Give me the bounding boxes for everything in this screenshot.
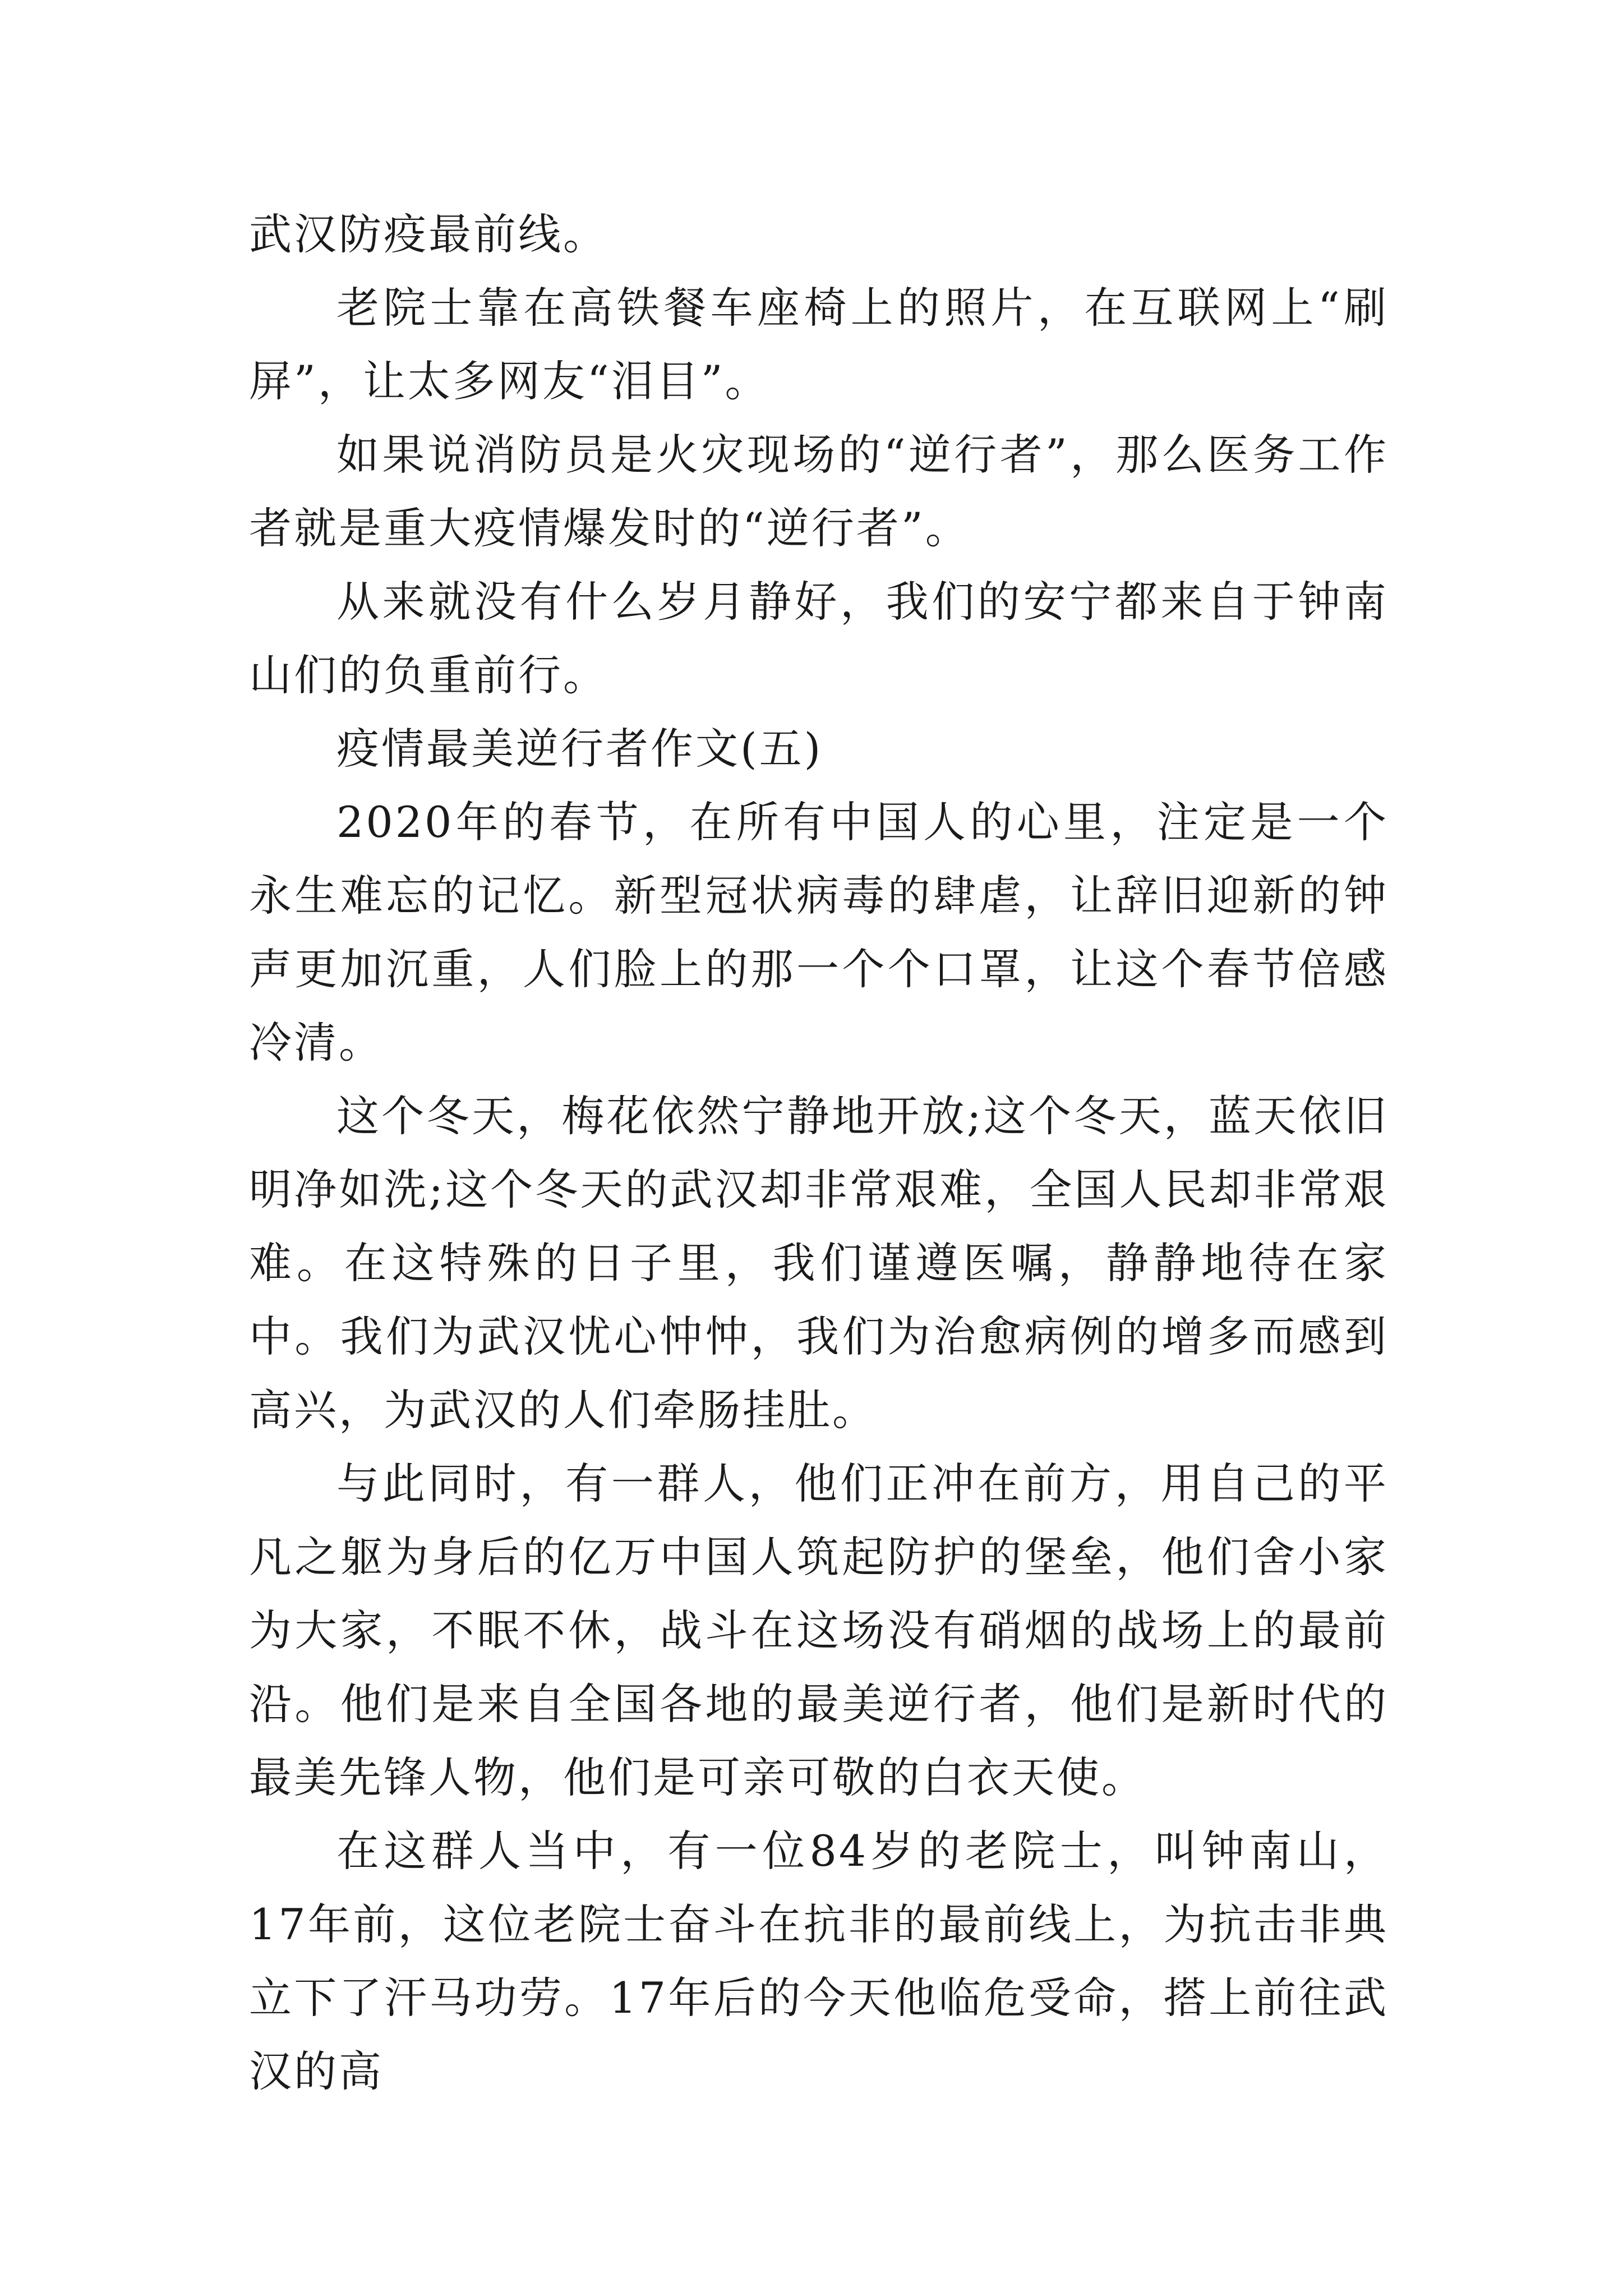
- document-body: [249, 197, 1389, 2108]
- paragraph: 从来就没有什么岁月静好，我们的安宁都来自于钟南山们的负重前行。: [249, 577, 1389, 700]
- paragraph: 2020年的春节，在所有中国人的心里，注定是一个永生难忘的记忆。新型冠状病毒的肆虐，让辞旧迎新的钟声更加沉重，人们脸上的那一个个口罩，让这个春节倍感冷清。: [249, 797, 1389, 1068]
- paragraph: 老院士靠在高铁餐车座椅上的照片，在互联网上“刷屏”，让太多网友“泪目”。: [249, 283, 1389, 406]
- paragraph: 与此同时，有一群人，他们正冲在前方，用自己的平凡之躯为身后的亿万中国人筑起防护的堡垒，他们舍小家为大家，不眠不休，战斗在这场没有硝烟的战场上的最前沿。他们是来自全国各地的最美逆行者，他们是新时代的最美先锋人物，他们是可亲可敬的白衣天使。: [249, 1458, 1389, 1802]
- paragraph: 如果说消防员是火灾现场的“逆行者”，那么医务工作者就是重大疫情爆发时的“逆行者”。: [249, 430, 1389, 553]
- section-heading: 疫情最美逆行者作文(五): [336, 724, 823, 774]
- paragraph: 这个冬天，梅花依然宁静地开放;这个冬天，蓝天依旧明净如洗;这个冬天的武汉却非常艰难，全国人民却非常艰难。在这特殊的日子里，我们谨遵医嘱，静静地待在家中。我们为武汉忧心忡忡，我们为治愈病例的增多而感到高兴，为武汉的人们牵肠挂肚。: [249, 1091, 1389, 1435]
- paragraph: 武汉防疫最前线。: [249, 209, 608, 259]
- paragraph: 在这群人当中，有一位84岁的老院士，叫钟南山，17年前，这位老院士奋斗在抗非的最前线上，为抗击非典立下了汗马功劳。17年后的今天他临危受命，搭上前往武汉的高: [249, 1826, 1389, 2096]
